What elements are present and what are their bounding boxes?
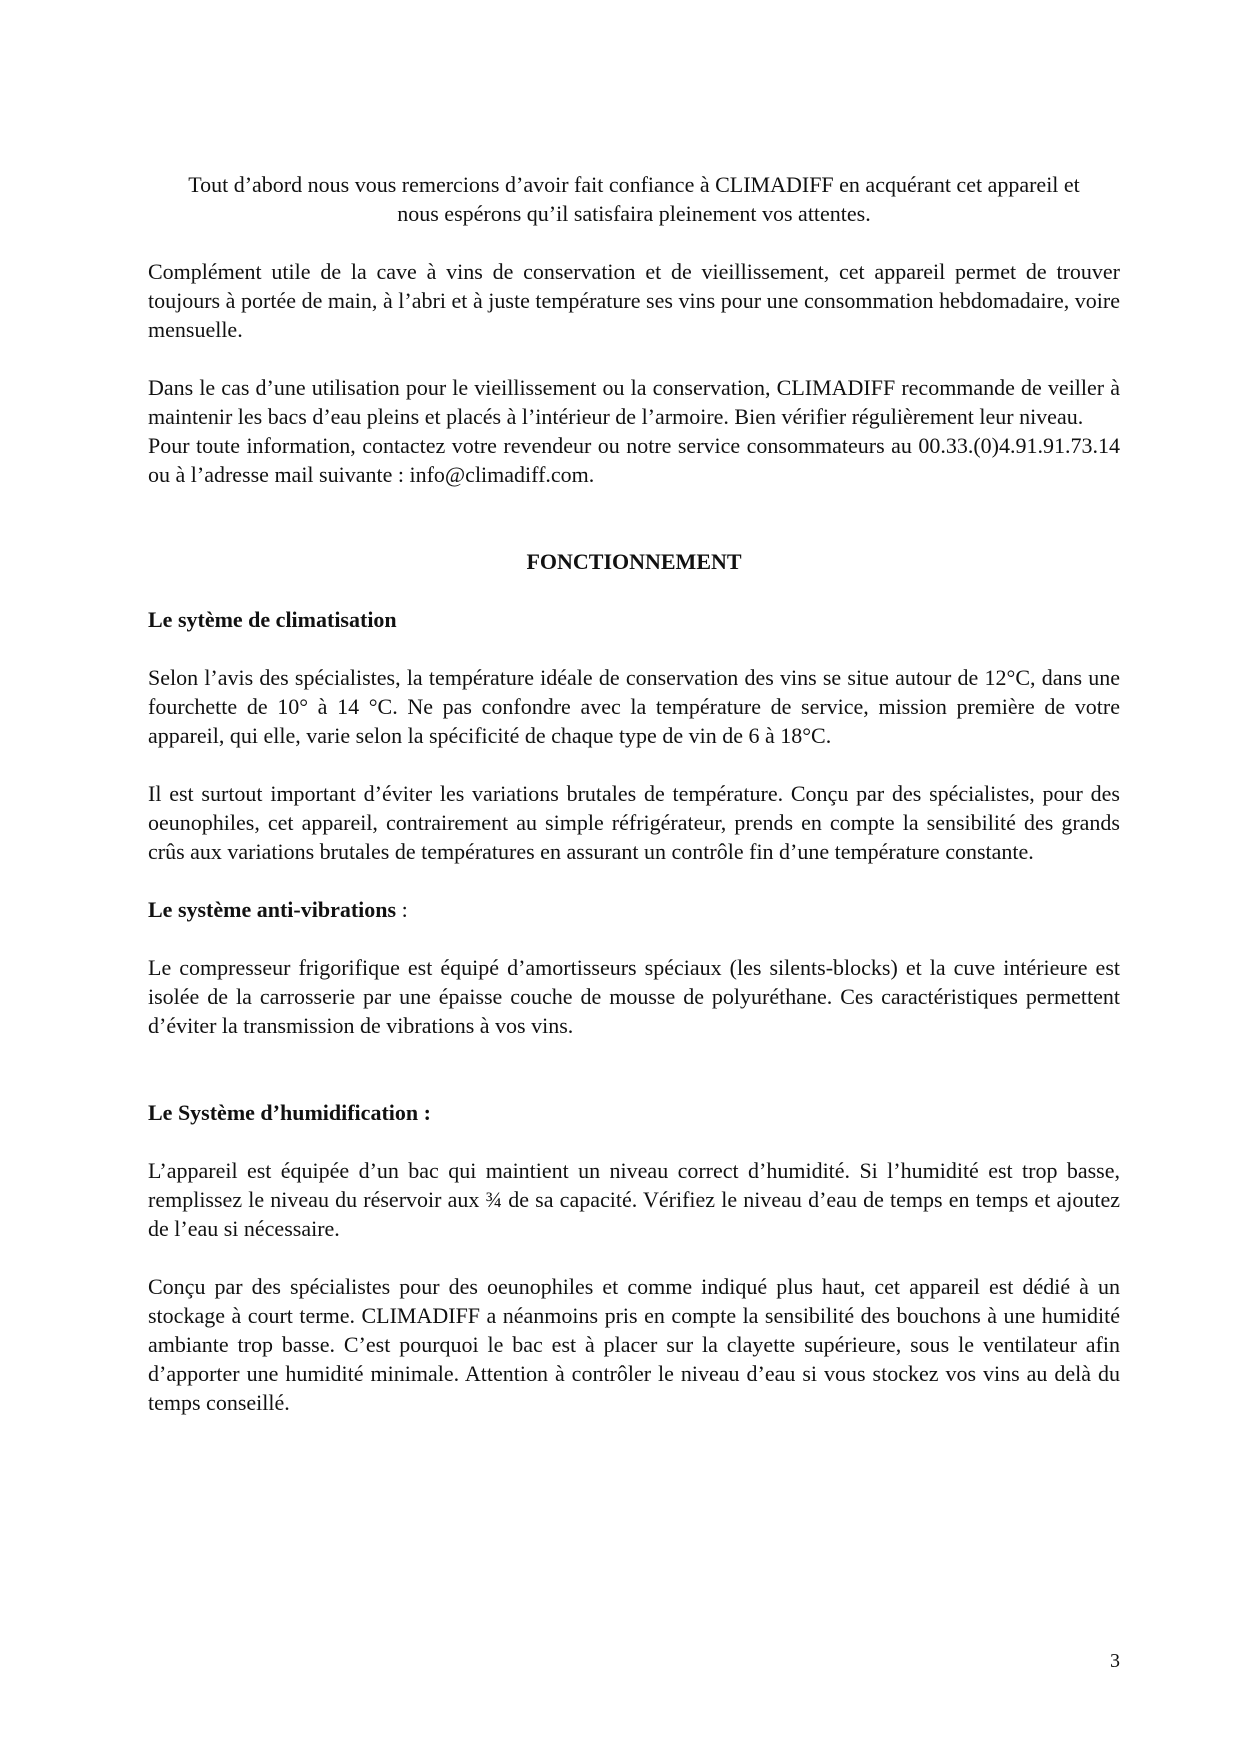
humidification-paragraph-2: Conçu par des spécialistes pour des oeunophiles et comme indiqué plus haut, cet appareil est dédié à un stockage à court terme. CLIMADIFF a néanmoins pris en compte la sensibilité des bouchons à une humidité ambiante trop basse. C’est pourquoi le bac est à placer sur la clayette supérieure, sous le ventilateur afin d’apporter une humidité minimale. Attention à contrôler le niveau d’eau si vous stockez vos vins au delà du temps conseillé. (148, 1274, 1120, 1415)
climatisation-heading: Le sytème de climatisation (148, 607, 397, 632)
vibrations-paragraph: Le compresseur frigorifique est équipé d’amortisseurs spéciaux (les silents-blocks) et la cuve intérieure est isolée de la carrosserie par une épaisse couche de mousse de polyuréthane. Ces caractéristiques permettent d’éviter la transmission de vibrations à vos vins. (148, 955, 1120, 1038)
climatisation-paragraph-2: Il est surtout important d’éviter les variations brutales de température. Conçu par des spécialistes, pour des oeunophiles, cet appareil, contrairement au simple réfrigérateur, prends en compte la sensibilité des grands crûs aux variations brutales de températures en assurant un contrôle fin d’une température constante. (148, 781, 1120, 864)
climatisation-paragraph-1: Selon l’avis des spécialistes, la température idéale de conservation des vins se situe autour de 12°C, dans une fourchette de 10° à 14 °C. Ne pas confondre avec la température de service, mission première de votre appareil, qui elle, varie selon la spécificité de chaque type de vin de 6 à 18°C. (148, 665, 1120, 748)
usage-paragraph: Dans le cas d’une utilisation pour le vieillissement ou la conservation, CLIMADIFF recommande de veiller à maintenir les bacs d’eau pleins et placés à l’intérieur de l’armoire. Bien vérifier régulièrement leur niveau. (148, 375, 1120, 429)
humidification-paragraph-1: L’appareil est équipée d’un bac qui maintient un niveau correct d’humidité. Si l’humidité est trop basse, remplissez le niveau du réservoir aux ¾ de sa capacité. Vérifiez le niveau d’eau de temps en temps et ajoutez de l’eau si nécessaire. (148, 1158, 1120, 1241)
humidification-heading: Le Système d’humidification : (148, 1100, 431, 1125)
document-page (148, 170, 1120, 1417)
vibrations-heading-text: Le système anti-vibrations (148, 897, 397, 922)
complement-paragraph: Complément utile de la cave à vins de conservation et de vieillissement, cet appareil permet de trouver toujours à portée de main, à l’abri et à juste température ses vins pour une consommation hebdomadaire, voire mensuelle. (148, 259, 1120, 342)
vibrations-heading (148, 895, 1120, 924)
section-title: FONCTIONNEMENT (526, 549, 742, 574)
page-number: 3 (1110, 1650, 1120, 1672)
intro-paragraph: Tout d’abord nous vous remercions d’avoir fait confiance à CLIMADIFF en acquérant cet appareil et nous espérons qu’il satisfaira pleinement vos attentes. (188, 172, 1080, 226)
contact-paragraph: Pour toute information, contactez votre revendeur ou notre service consommateurs au 00.33.(0)4.91.91.73.14 ou à l’adresse mail suivante : info@climadiff.com. (148, 433, 1120, 487)
vibrations-heading-colon: : (396, 897, 408, 922)
